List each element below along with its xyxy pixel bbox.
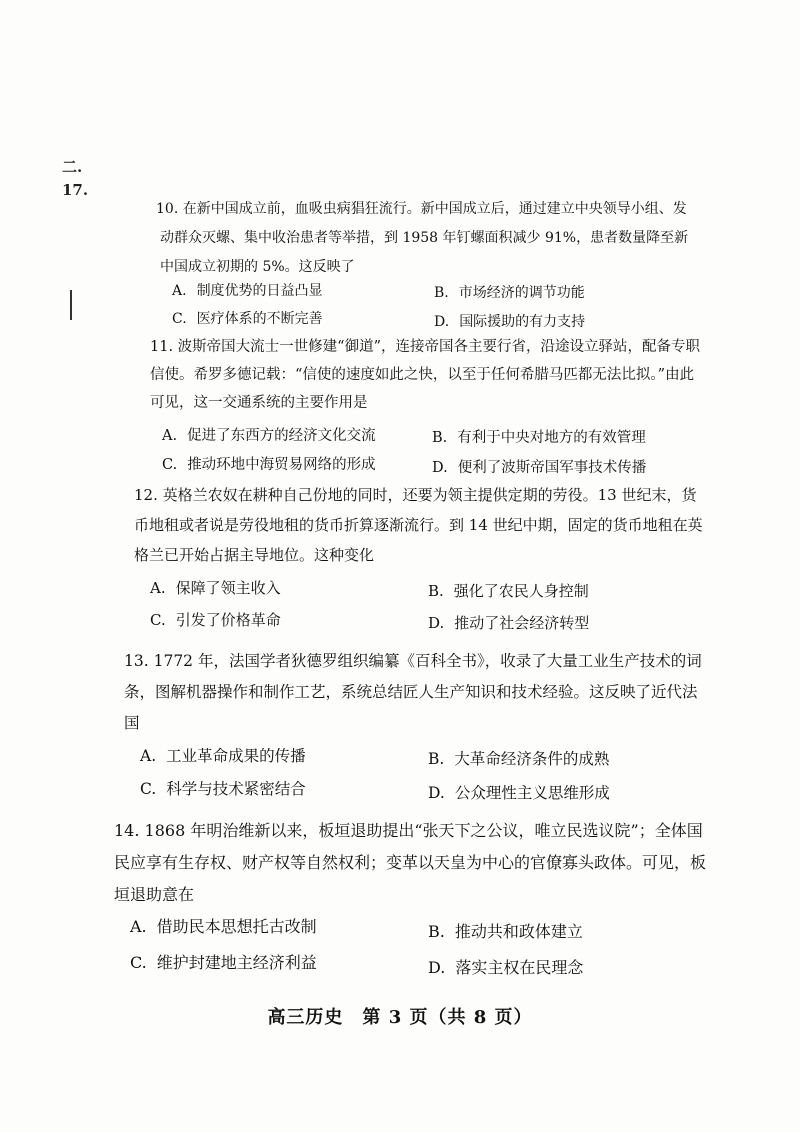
question-11 xyxy=(150,333,700,417)
question-stem: 1868 年明治维新以来，板垣退助提出“张天下之公议，唯立民选议院”；全体国民应享有生存权、财产权等自然权利；变革以天皇为中心的官僚寡头政体。可见，板垣退助意在 xyxy=(114,821,707,904)
option-b[interactable]: B. 强化了农民人身控制 xyxy=(428,582,589,600)
question-13 xyxy=(124,646,706,739)
option-c[interactable]: C. 引发了价格革命 xyxy=(150,611,281,629)
option-b[interactable]: B. 大革命经济条件的成熟 xyxy=(428,750,610,768)
page-footer: 高三历史 第 3 页（共 8 页） xyxy=(267,1007,533,1028)
option-d[interactable]: D. 落实主权在民理念 xyxy=(428,958,584,977)
option-c[interactable]: C. 维护封建地主经济利益 xyxy=(130,953,317,972)
question-number: 14. xyxy=(114,821,140,840)
option-b[interactable]: B. 有利于中央对地方的有效管理 xyxy=(432,430,646,446)
option-b[interactable]: B. 推动共和政体建立 xyxy=(428,922,583,941)
option-a[interactable]: A. 工业革命成果的传播 xyxy=(140,747,306,765)
option-c[interactable]: C. 医疗体系的不断完善 xyxy=(172,311,323,327)
question-10 xyxy=(156,195,700,282)
question-stem: 在新中国成立前，血吸虫病猖狂流行。新中国成立后，通过建立中央领导小组、发动群众灭螺、集中收治患者等举措，到 1958 年钉螺面积减少 91%，患者数量降至新中国成立初期的 5%。这反映了 xyxy=(160,201,689,275)
question-number: 13. xyxy=(124,652,149,670)
section-mark: 二. xyxy=(62,158,83,176)
option-a[interactable]: A. 促进了东西方的经济文化交流 xyxy=(162,428,376,444)
option-a[interactable]: A. 保障了领主收入 xyxy=(150,579,281,597)
option-c[interactable]: C. 科学与技术紧密结合 xyxy=(140,780,306,798)
option-a[interactable]: A. 借助民本思想托古改制 xyxy=(130,917,317,936)
question-stem: 英格兰农奴在耕种自己份地的同时，还要为领主提供定期的劳役。13 世纪末，货币地租或者说是劳役地租的货币折算逐渐流行。到 14 世纪中期，固定的货币地租在英格兰已开始占据主导地位。这种变化 xyxy=(134,486,703,564)
option-d[interactable]: D. 国际援助的有力支持 xyxy=(434,314,586,330)
margin-scan-line xyxy=(70,290,72,320)
question-number: 12. xyxy=(134,486,158,504)
question-stem: 波斯帝国大流士一世修建“御道”，连接帝国各主要行省，沿途设立驿站，配备专职信使。希罗多德记载：“信使的速度如此之快，以至于任何希腊马匹都无法比拟。”由此可见，这一交通系统的主要作用是 xyxy=(150,339,700,411)
question-number: 10. xyxy=(156,201,179,217)
question-14 xyxy=(114,815,708,911)
question-number-mark: 17. xyxy=(62,181,89,199)
option-c[interactable]: C. 推动环地中海贸易网络的形成 xyxy=(162,457,376,473)
option-d[interactable]: D. 推动了社会经济转型 xyxy=(428,614,590,632)
question-number: 11. xyxy=(150,339,174,355)
option-d[interactable]: D. 公众理性主义思维形成 xyxy=(428,784,610,802)
option-b[interactable]: B. 市场经济的调节功能 xyxy=(434,285,585,301)
option-d[interactable]: D. 便利了波斯帝国军事技术传播 xyxy=(432,460,647,476)
question-stem: 1772 年，法国学者狄德罗组织编纂《百科全书》，收录了大量工业生产技术的词条，图解机器操作和制作工艺，系统总结匠人生产知识和技术经验。这反映了近代法国 xyxy=(124,652,702,732)
question-12 xyxy=(134,480,704,570)
option-a[interactable]: A. 制度优势的日益凸显 xyxy=(172,283,323,299)
